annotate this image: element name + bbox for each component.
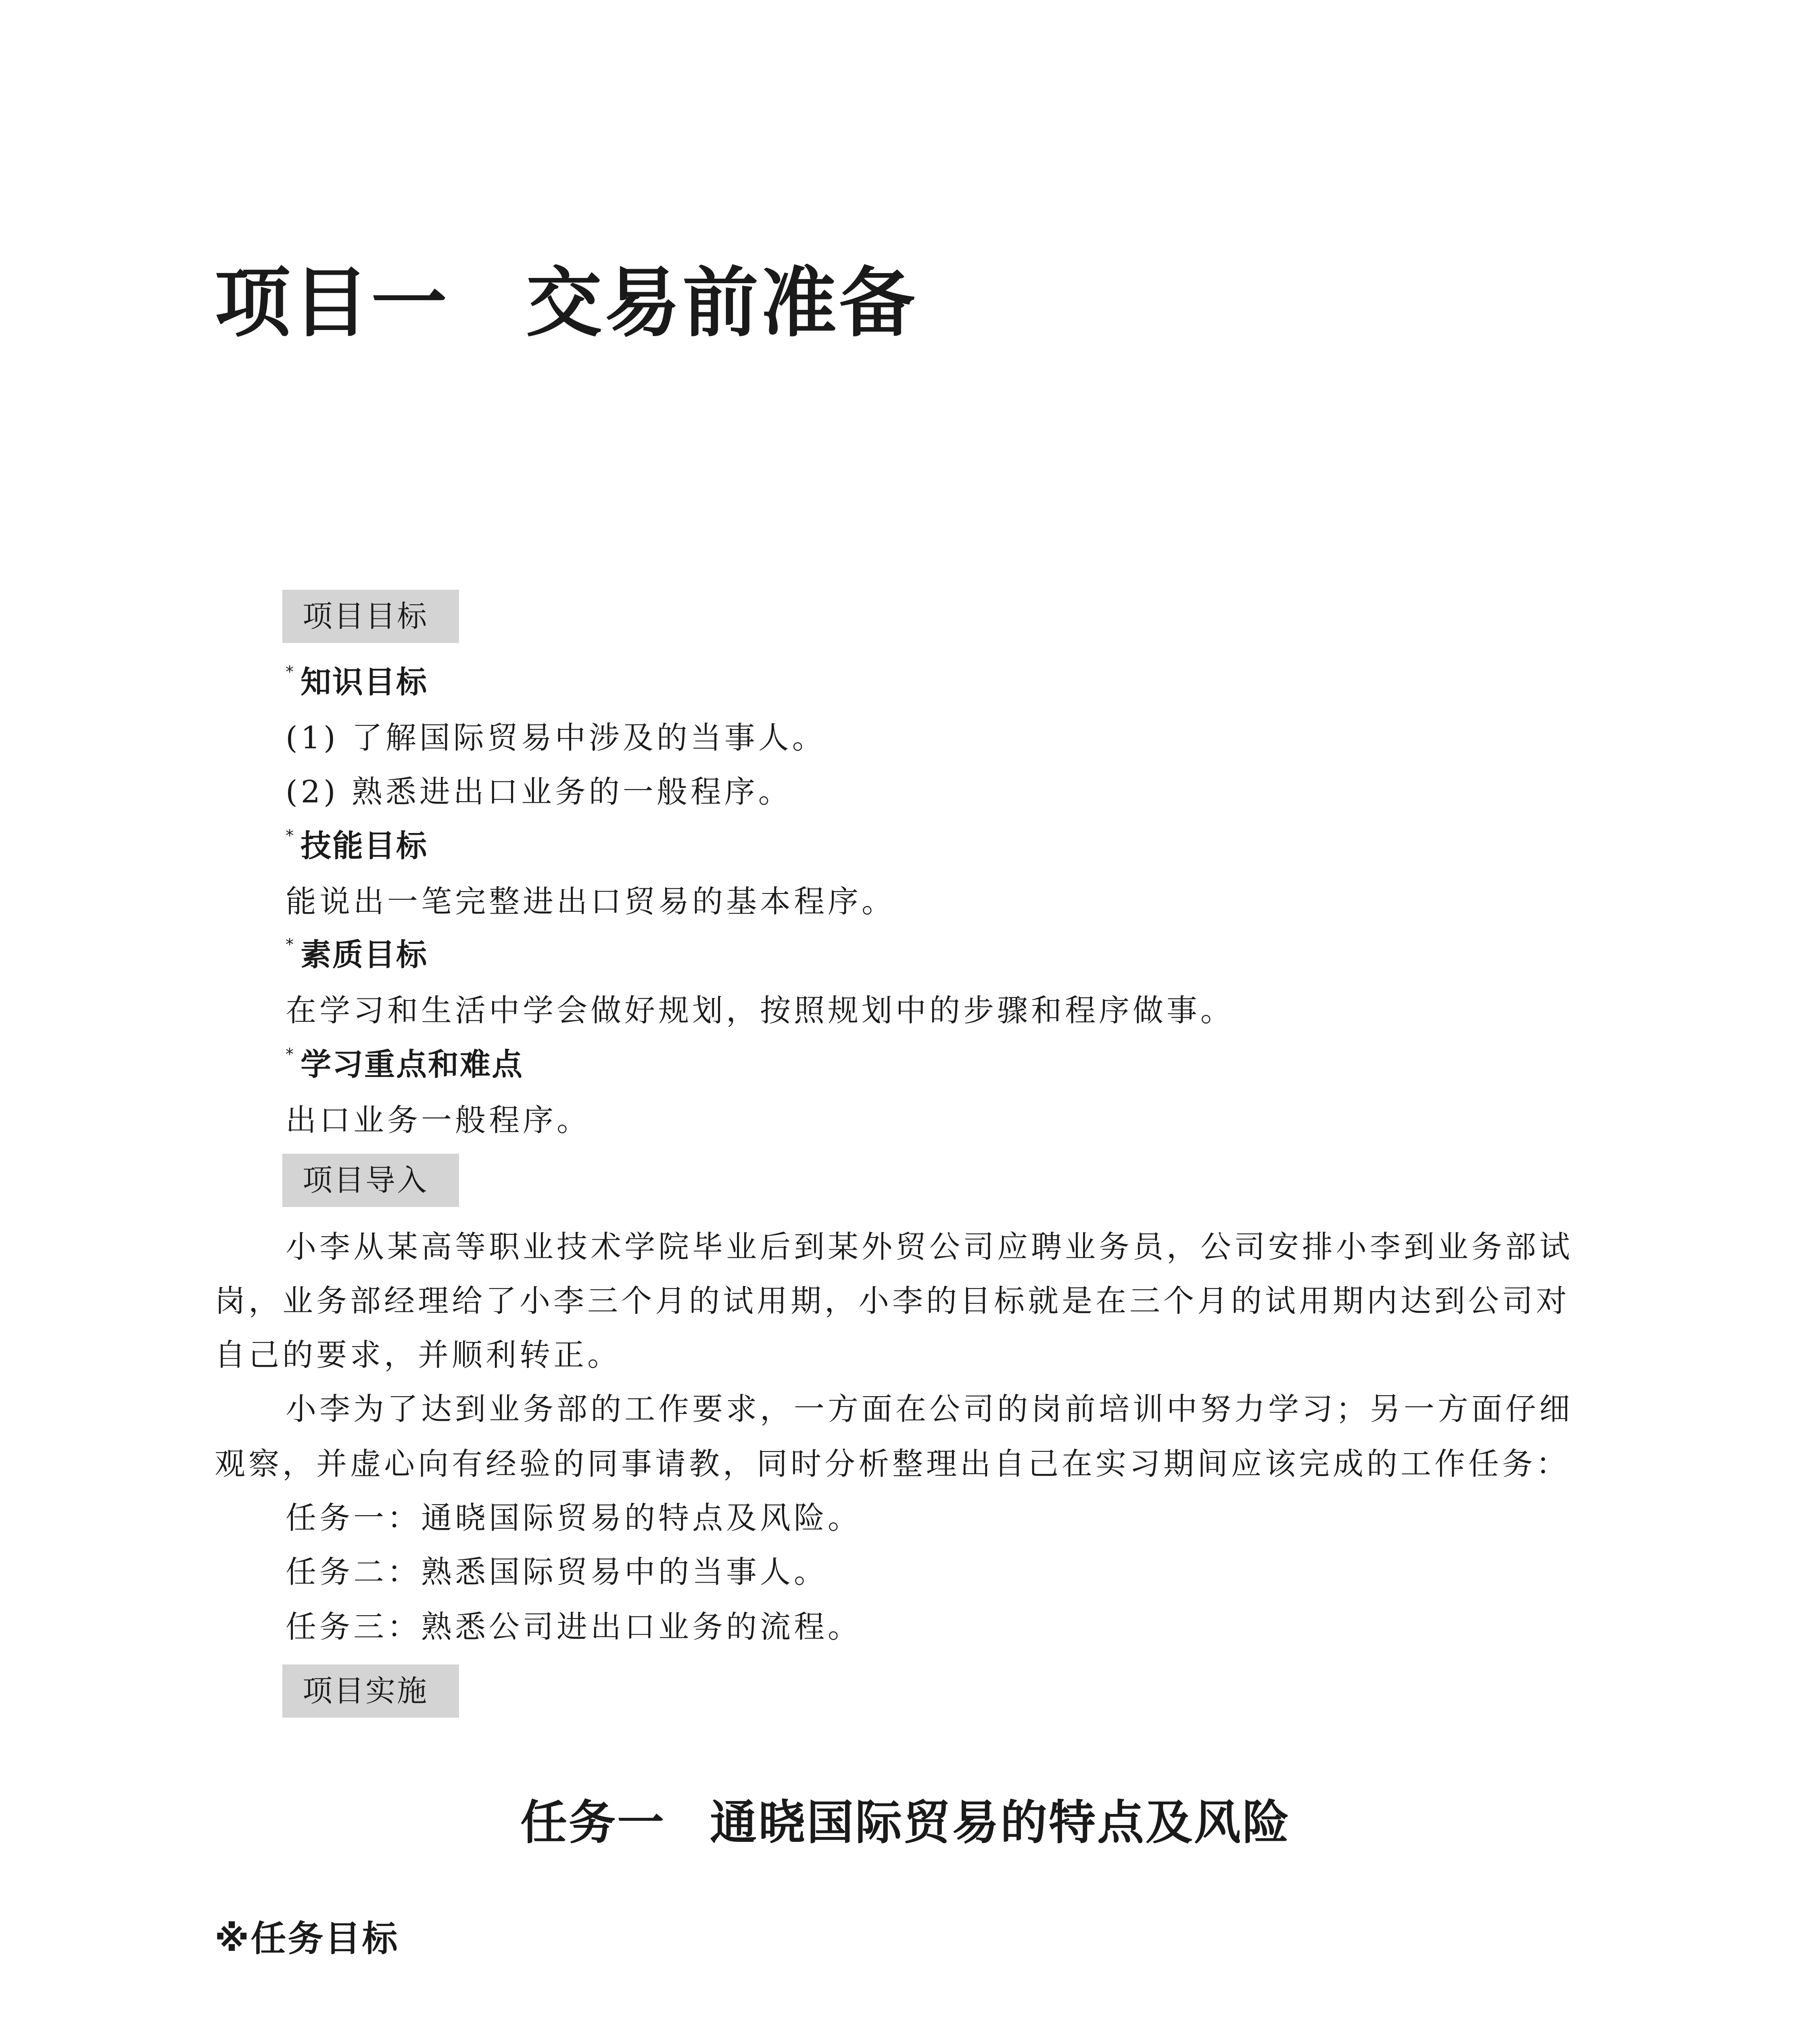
knowledge-goal-item-2: (2) 熟悉进出口业务的一般程序。 (286, 774, 792, 810)
tag-project-implement: 项目实施 (282, 1664, 459, 1718)
chapter-title (215, 242, 917, 351)
intro-paragraph-1-line-1: 小李从某高等职业技术学院毕业后到某外贸公司应聘业务员，公司安排小李到业务部试 (286, 1229, 1573, 1265)
intro-paragraph-2-line-2: 观察，并虚心向有经验的同事请教，同时分析整理出自己在实习期间应该完成的工作任务： (215, 1446, 1570, 1482)
star-mark: * (286, 1045, 295, 1064)
task-title (520, 1785, 1291, 1852)
quality-goal-text: 素质目标 (301, 937, 428, 973)
quality-goal-label (286, 930, 428, 974)
skill-goal-item: 能说出一笔完整进出口贸易的基本程序。 (286, 883, 895, 919)
chapter-title-number: 项目一 (215, 258, 449, 347)
intro-paragraph-2-line-1: 小李为了达到业务部的工作要求，一方面在公司的岗前培训中努力学习；另一方面仔细 (286, 1391, 1573, 1427)
task-goal-heading: ※任务目标 (215, 1918, 399, 1959)
tag-project-goals: 项目目标 (282, 590, 459, 643)
tag-project-intro: 项目导入 (282, 1154, 459, 1207)
chapter-title-text: 交易前准备 (526, 258, 917, 347)
knowledge-goal-item-1: (1) 了解国际贸易中涉及的当事人。 (286, 720, 826, 756)
skill-goal-label (286, 821, 428, 865)
quality-goal-item: 在学习和生活中学会做好规划，按照规划中的步骤和程序做事。 (286, 992, 1234, 1028)
intro-paragraph-1-line-2: 岗，业务部经理给了小李三个月的试用期，小李的目标就是在三个月的试用期内达到公司对 (215, 1283, 1570, 1319)
knowledge-goal-label (286, 658, 428, 702)
star-mark: * (286, 663, 295, 681)
intro-paragraph-1-line-3: 自己的要求，并顺利转正。 (215, 1337, 621, 1373)
star-mark: * (286, 935, 295, 954)
task-title-text: 通晓国际贸易的特点及风险 (710, 1795, 1291, 1850)
focus-label (286, 1040, 524, 1084)
knowledge-goal-text: 知识目标 (301, 664, 428, 700)
star-mark: * (286, 827, 295, 845)
focus-label-text: 学习重点和难点 (301, 1046, 524, 1082)
intro-task-3: 任务三：熟悉公司进出口业务的流程。 (286, 1609, 862, 1645)
task-title-number: 任务一 (520, 1795, 666, 1850)
focus-item: 出口业务一般程序。 (286, 1102, 591, 1138)
intro-task-2: 任务二：熟悉国际贸易中的当事人。 (286, 1554, 828, 1590)
intro-task-1: 任务一：通晓国际贸易的特点及风险。 (286, 1500, 862, 1536)
skill-goal-text: 技能目标 (301, 828, 428, 864)
